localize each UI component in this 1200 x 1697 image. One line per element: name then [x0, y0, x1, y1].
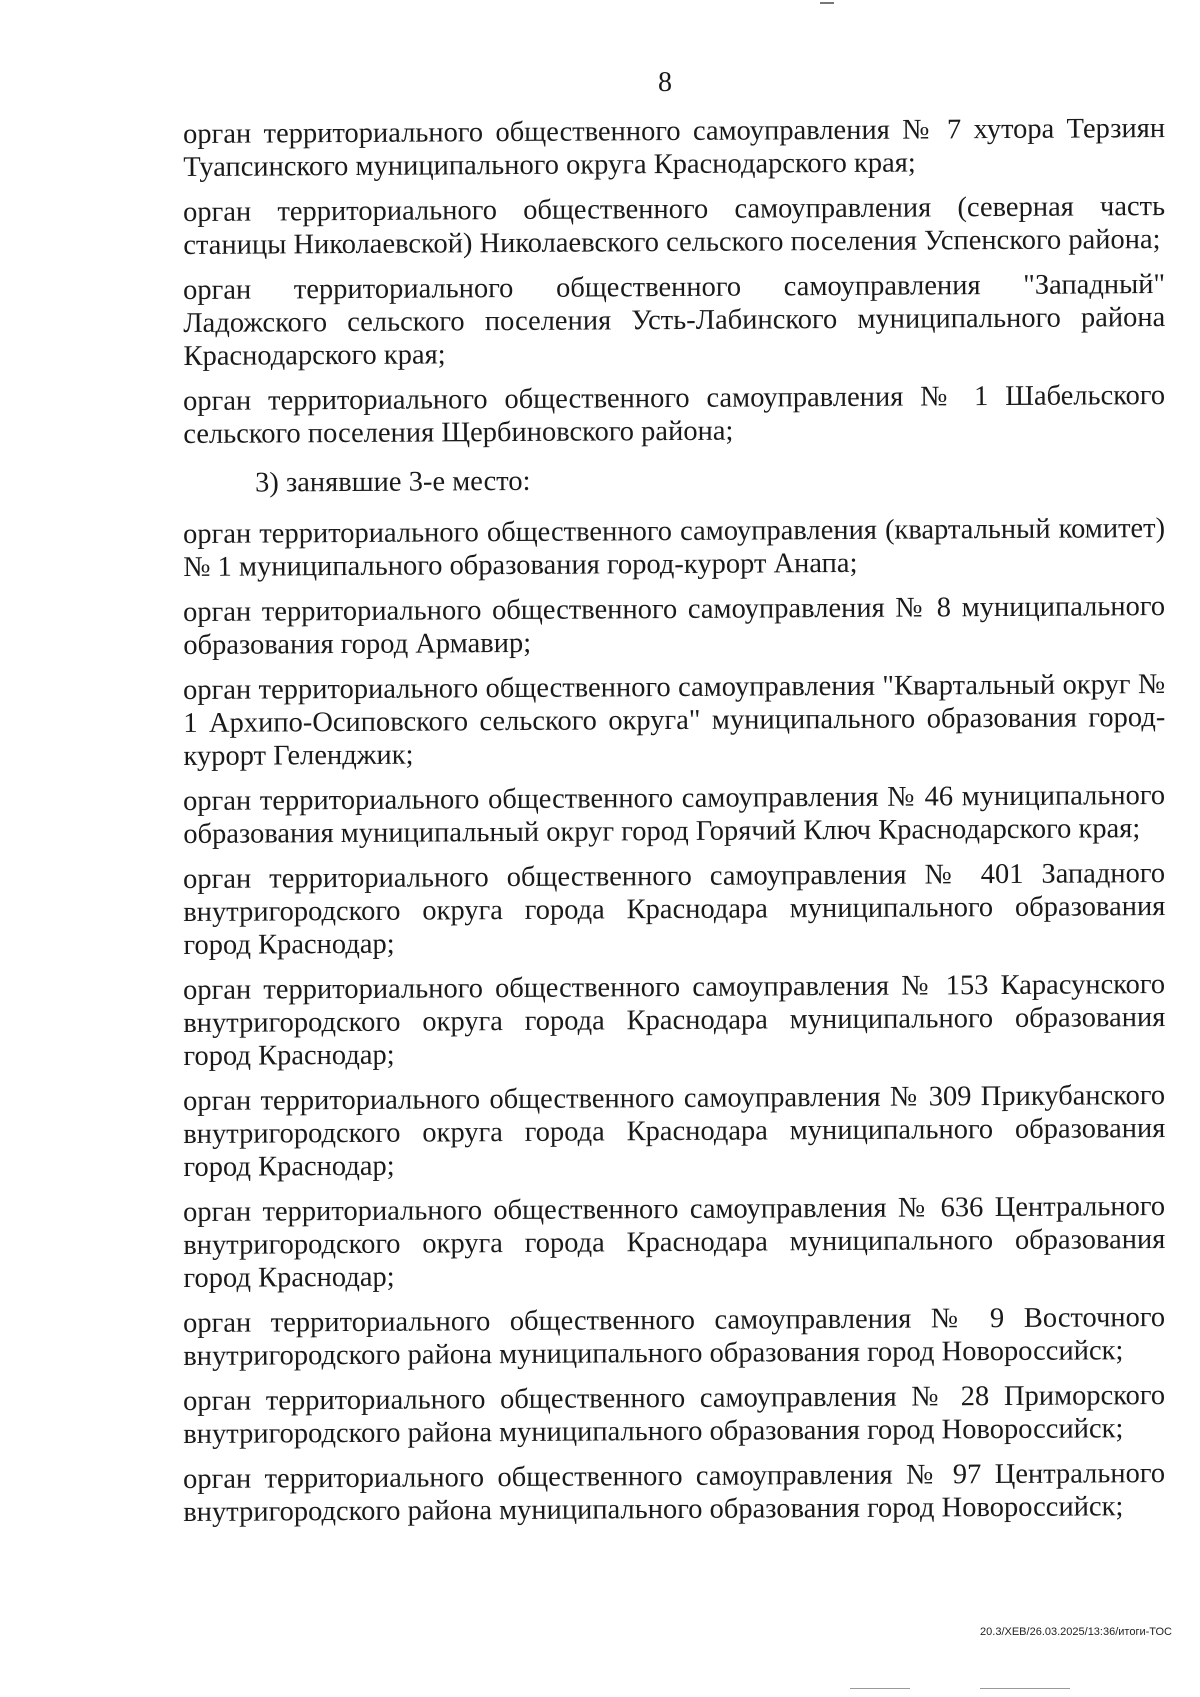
- list-item: орган территориального общественного самоуправления (северная часть станицы Николаевской) Николаевского сельского поселения Успенского района;: [183, 191, 1166, 261]
- list-item: орган территориального общественного самоуправления № 9 Восточного внутригородского района муниципального образования город Новороссийск;: [183, 1302, 1166, 1372]
- list-item: орган территориального общественного самоуправления № 309 Прикубанского внутригородского округа города Краснодара муниципального образования город Краснодар;: [183, 1080, 1166, 1183]
- list-item: орган территориального общественного самоуправления (квартальный комитет) № 1 муниципального образования город-курорт Анапа;: [183, 513, 1166, 583]
- list-item: орган территориального общественного самоуправления "Западный" Ладожского сельского поселения Усть-Лабинского муниципального района Краснодарского края;: [183, 269, 1166, 372]
- list-item: орган территориального общественного самоуправления № 8 муниципального образования город Армавир;: [183, 591, 1166, 661]
- scan-artifact: [850, 1688, 910, 1689]
- page-number: 8: [658, 67, 672, 98]
- section-heading: 3) занявшие 3-е место:: [255, 465, 531, 499]
- list-item: орган территориального общественного самоуправления № 7 хутора Терзиян Туапсинского муниципального округа Краснодарского края;: [183, 113, 1166, 183]
- list-item: орган территориального общественного самоуправления "Квартальный округ № 1 Архипо-Осиповского сельского округа" муниципального образования город-курорт Геленджик;: [183, 669, 1166, 772]
- scan-artifact: [980, 1688, 1070, 1689]
- list-item: орган территориального общественного самоуправления № 636 Центрального внутригородского округа города Краснодара муниципального образования город Краснодар;: [183, 1191, 1166, 1294]
- list-item: орган территориального общественного самоуправления № 153 Карасунского внутригородского округа города Краснодара муниципального образования город Краснодар;: [183, 969, 1166, 1072]
- list-item: орган территориального общественного самоуправления № 46 муниципального образования муниципальный округ город Горячий Ключ Краснодарского края;: [183, 780, 1166, 850]
- document-body: [183, 113, 1166, 1541]
- list-item: орган территориального общественного самоуправления № 28 Приморского внутригородского района муниципального образования город Новороссийск;: [183, 1380, 1166, 1450]
- list-item: орган территориального общественного самоуправления № 1 Шабельского сельского поселения Щербиновского района;: [183, 380, 1166, 450]
- document-reference-footer: 20.3/ХЕВ/26.03.2025/13:36/итоги-ТОС: [980, 1626, 1172, 1638]
- list-item: орган территориального общественного самоуправления № 97 Центрального внутригородского района муниципального образования город Новороссийск;: [183, 1458, 1166, 1528]
- list-item: орган территориального общественного самоуправления № 401 Западного внутригородского округа города Краснодара муниципального образования город Краснодар;: [183, 858, 1166, 961]
- scan-artifact: [820, 2, 834, 4]
